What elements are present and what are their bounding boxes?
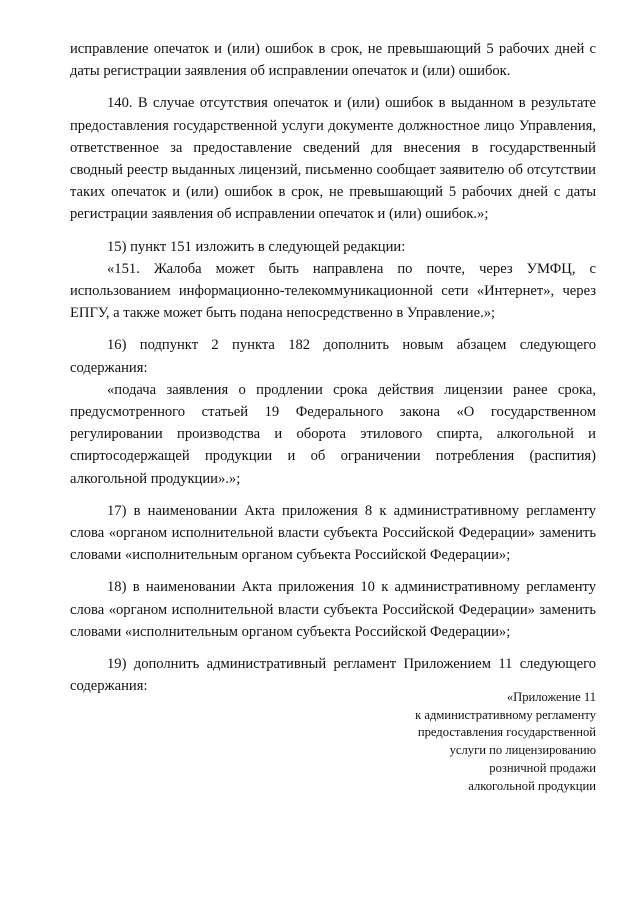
appendix-header <box>376 689 596 795</box>
paragraph-item-16: 16) подпункт 2 пункта 182 дополнить новым абзацем следующего содержания: <box>70 337 596 376</box>
paragraph-140: 140. В случае отсутствия опечаток и (или) ошибок в выданном в результате предоставления государственной услуги документе должностное лицо Управления, ответственное за предоставление сведений для внесения в государственный сводный реестр выданных лицензий, письменно сообщает заявителю об отсутствии таких опечаток и (или) ошибок в срок, не превышающий 5 рабочих дней с даты регистрации заявления об исправлении опечаток и (или) ошибок.»; <box>70 95 596 223</box>
paragraph-continuation: исправление опечаток и (или) ошибок в срок, не превышающий 5 рабочих дней с даты регистрации заявления об исправлении опечаток и (или) ошибок. <box>70 41 596 80</box>
appendix-line: розничной продажи <box>489 760 596 775</box>
document-body <box>70 38 596 697</box>
paragraph-item-16-text: «подача заявления о продлении срока действия лицензии ранее срока, предусмотренного статьей 19 Федерального закона «О государственном регулировании производства и оборота этилового спирта, алкогольной и спиртосодержащей продукции и об ограничении потребления (распития) алкогольной продукции».»; <box>70 381 596 487</box>
appendix-line: «Приложение 11 <box>506 690 596 704</box>
paragraph-item-15: 15) пункт 151 изложить в следующей редакции: <box>107 238 406 255</box>
paragraph-item-18: 18) в наименовании Акта приложения 10 к административному регламенту слова «органом исполнительной власти субъекта Российской Федерации» заменить словами «исполнительным органом субъекта Российской Федерации»; <box>70 579 596 640</box>
paragraph-151: «151. Жалоба может быть направлена по почте, через УМФЦ, с использованием информационно-телекоммуникационной сети «Интернет», через ЕПГУ, а также может быть подана непосредственно в Управление.»; <box>70 260 596 322</box>
appendix-line: к административному регламенту <box>415 707 596 722</box>
paragraph-item-17: 17) в наименовании Акта приложения 8 к административному регламенту слова «органом исполнительной власти субъекта Российской Федерации» заменить словами «исполнительным органом субъекта Российской Федерации»; <box>70 502 596 564</box>
paragraph-item-19: 19) дополнить административный регламент Приложением 11 следующего содержания: <box>70 656 596 695</box>
appendix-line: предоставления государственной <box>417 725 596 740</box>
appendix-line: алкогольной продукции <box>468 778 596 793</box>
appendix-line: услуги по лицензированию <box>449 743 596 758</box>
